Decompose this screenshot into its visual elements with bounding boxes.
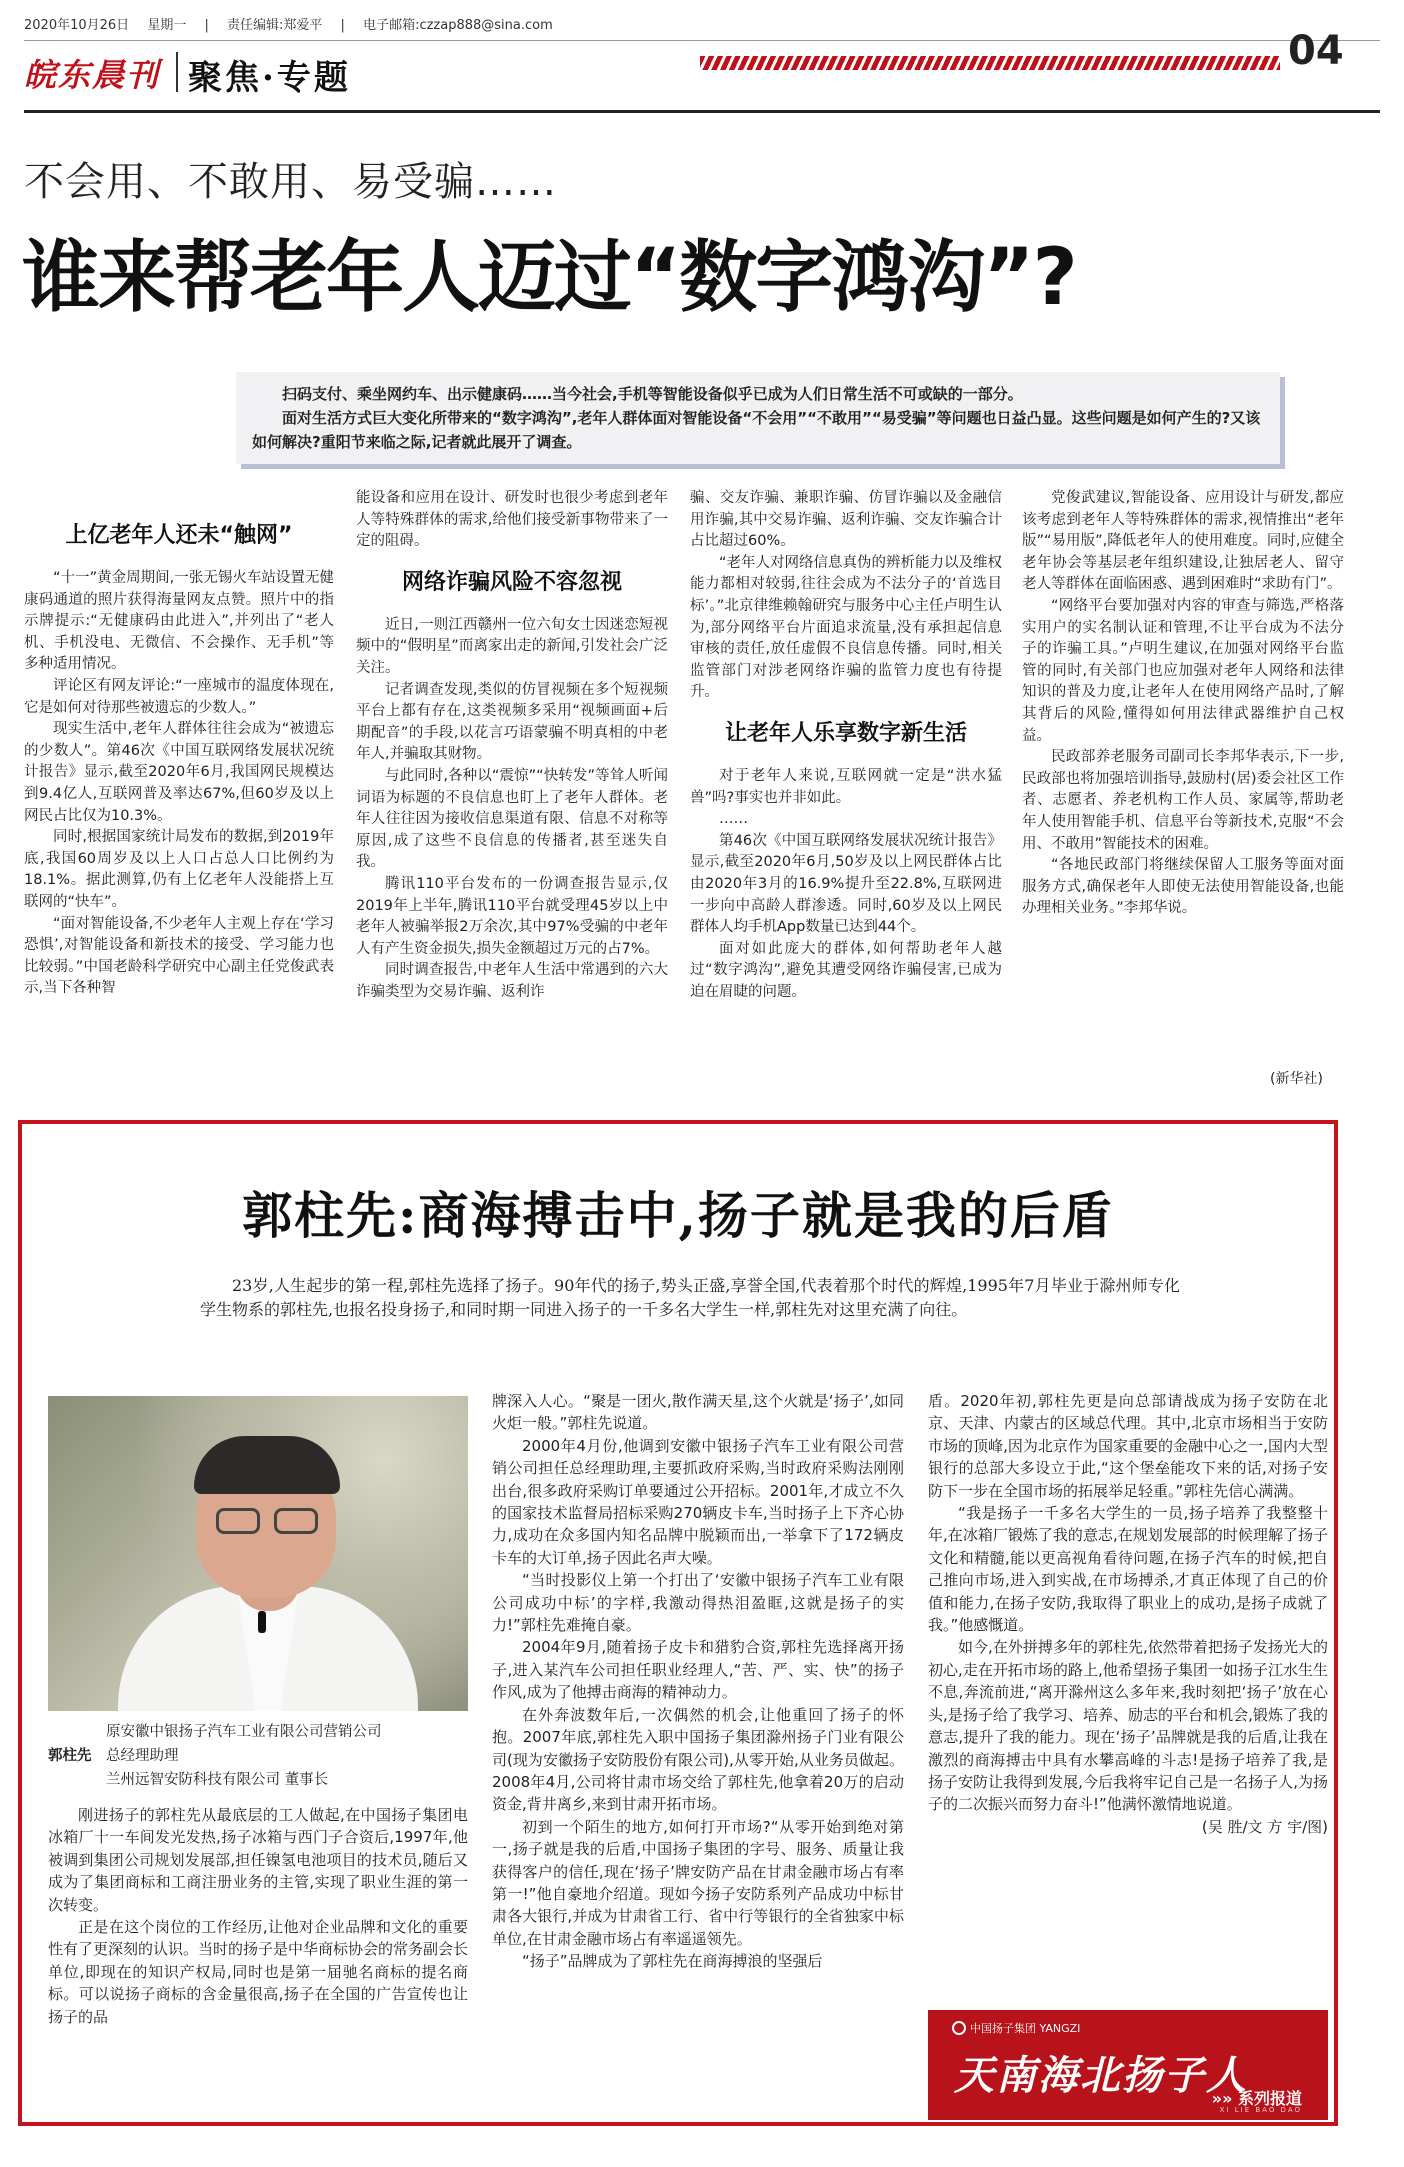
paragraph: 牌深入人心。“聚是一团火,散作满天星,这个火就是‘扬子’,如同火炬一般。”郭柱先说道。 xyxy=(492,1392,904,1433)
paragraph: “当时投影仪上第一个打出了‘安徽中银扬子汽车工业有限公司成功中标’的字样,我激动得热泪盈眶,这就是扬子的实力!”郭柱先难掩自豪。 xyxy=(492,1571,904,1635)
subheading: 网络诈骗风险不容忽视 xyxy=(401,569,622,595)
article-column-3 xyxy=(690,488,1002,1003)
paragraph: 同时,根据国家统计局发布的数据,到2019年底,我国60周岁及以上人口占总人口比例约为18.1%。据此测算,仍有上亿老年人没能搭上互联网的“快车”。 xyxy=(24,829,334,910)
caption-line: 总经理助理 xyxy=(106,1748,179,1764)
feature-box xyxy=(18,1120,1338,2126)
paragraph: 2004年9月,随着扬子皮卡和猎豹合资,郭柱先选择离开扬子,进入某汽车公司担任职业经理人,“苦、严、实、快”的扬子作风,成为了他搏击商海的精神动力。 xyxy=(492,1638,904,1702)
header-divider xyxy=(176,52,178,92)
paragraph: 记者调查发现,类似的仿冒视频在多个短视频平台上都有存在,这类视频多采用“视频画面+后期配音”的手段,以花言巧语蒙骗不明真相的中老年人,并骗取其财物。 xyxy=(356,681,668,763)
feature-column-1 xyxy=(48,1804,468,2028)
paragraph: 如今,在外拼搏多年的郭柱先,依然带着把扬子发扬光大的初心,走在开拓市场的路上,他希望扬子集团一如扬子江水生生不息,奔流前进,“离开滁州这么多年来,我时刻把‘扬子’放在心头,是扬子给了我学习、培养、励志的平台和机会,锻炼了我的意志,提升了我的能力。现在‘扬子’品牌就是我的后盾,让我在激烈的商海搏击中具有水攀高峰的斗志!是扬子培养了我,是扬子安防让我得到发展,今后我将牢记自己是一名扬子人,为扬子的二次振兴而努力奋斗!”他满怀激情地说道。 xyxy=(928,1638,1328,1814)
header-editor: 责任编辑:郑爱平 xyxy=(227,18,323,33)
paragraph: “网络平台要加强对内容的审查与筛选,严格落实用户的实名制认证和管理,不让平台成为不法分子的诈骗工具。”卢明生建议,在加强对网络平台监管的同时,有关部门也应加强对老年人网络和法律知识的普及力度,让老年人在使用网络产品时,了解其背后的风险,懂得如何用法律武器维护自己权益。 xyxy=(1022,597,1344,744)
paragraph: 刚进扬子的郭柱先从最底层的工人做起,在中国扬子集团电冰箱厂十一车间发光发热,扬子冰箱与西门子合资后,1997年,他被调到集团公司规划发展部,担任镍氢电池项目的技术员,随后又成为了集团商标和工商注册业务的主管,实现了职业生涯的第一次转变。 xyxy=(48,1806,468,1914)
banner-title: 天南海北扬子人 xyxy=(954,2052,1248,2099)
header-rule-thick xyxy=(24,110,1380,113)
byline-credit: (吴 胜/文 方 宇/图) xyxy=(1201,1817,1328,1836)
article-column-1 xyxy=(24,488,334,1000)
caption-line: 原安徽中银扬子汽车工业有限公司营销公司 xyxy=(106,1724,382,1740)
paragraph: …… xyxy=(719,811,748,828)
feature-column-2 xyxy=(492,1390,904,1973)
logo-circle-icon xyxy=(952,2021,966,2035)
paragraph: 在外奔波数年后,一次偶然的机会,让他重回了扬子的怀抱。2007年底,郭柱先入职中国扬子集团滁州扬子门业有限公司(现为安徽扬子安防股份有限公司),从零开始,从业务员做起。2008年4月,公司将甘肃市场交给了郭柱先,他拿着20万的启动资金,背井离乡,来到甘肃开拓市场。 xyxy=(492,1705,904,1814)
paragraph: 骗、交友诈骗、兼职诈骗、仿冒诈骗以及金融信用诈骗,其中交易诈骗、返利诈骗、交友诈骗合计占比超过60%。 xyxy=(690,490,1002,550)
paragraph: “我是扬子一千多名大学生的一员,扬子培养了我整整十年,在冰箱厂锻炼了我的意志,在规划发展部的时候理解了扬子文化和精髓,能以更高视角看待问题,在扬子汽车的时候,把自己推向市场,进入到实战,在市场搏杀,才真正体现了自己的价值和能力,在扬子安防,我取得了职业上的成功,是扬子成就了我。”他感慨道。 xyxy=(928,1504,1328,1635)
yangzi-logo: 中国扬子集团 YANGZI xyxy=(952,2020,1080,2036)
feature-title: 郭柱先:商海搏击中,扬子就是我的后盾 xyxy=(242,1186,1114,1245)
paragraph: “扬子”品牌成为了郭柱先在商海搏浪的坚强后 xyxy=(522,1952,823,1971)
paragraph: 与此同时,各种以“震惊”“快转发”等耸人听闻词语为标题的不良信息也盯上了老年人群体。老年人往往因为接收信息渠道有限、信息不对称等原因,成了这些不良信息的传播者,甚至迷失自我。 xyxy=(356,767,668,871)
caption-line: 兰州远智安防科技有限公司 董事长 xyxy=(106,1772,329,1788)
header-meta: 2020年10月26日 星期一 | 责任编辑:郑爱平 | 电子邮箱:czzap888@sina.com xyxy=(24,18,553,33)
header-rule xyxy=(24,40,1380,41)
paragraph: 盾。2020年初,郭柱先更是向总部请战成为扬子安防在北京、天津、内蒙古的区域总代理。其中,北京市场相当于安防市场的顶峰,因为北京作为国家重要的金融中心之一,国内大型银行的总部大多设立于此,“这个堡垒能攻下来的话,对扬子安防下一步在全国市场的拓展举足轻重。”郭柱先信心满满。 xyxy=(928,1392,1328,1500)
feature-lead: 23岁,人生起步的第一程,郭柱先选择了扬子。90年代的扬子,势头正盛,享誉全国,代表着那个时代的辉煌,1995年7月毕业于滁州师专化学生物系的郭柱先,也报名投身扬子,和同时期一同进入扬子的一千多名大学生一样,郭柱先对这里充满了向往。 xyxy=(200,1276,1180,1319)
paragraph: “老年人对网络信息真伪的辨析能力以及维权能力都相对较弱,往往会成为不法分子的‘首选目标’。”北京律维赖翰研究与服务中心主任卢明生认为,部分网络平台片面追求流量,没有承担起信息审核的责任,放任虚假不良信息传播。同时,相关监管部门对涉老网络诈骗的监管力度也有待提升。 xyxy=(690,554,1003,701)
paragraph: 第46次《中国互联网络发展状况统计报告》显示,截至2020年6月,50岁及以上网民群体占比由2020年3月的16.9%提升至22.8%,互联网进一步向中高龄人群渗透。同时,60岁及以上网民群体人均手机App数量已达到44个。 xyxy=(690,832,1002,936)
portrait-photo xyxy=(48,1396,468,1711)
paper-logo: 皖东晨刊 xyxy=(24,56,161,94)
paragraph: 腾讯110平台发布的一份调查报告显示,仅2019年上半年,腾讯110平台就受理45岁以上中老年人被骗举报2万余次,其中97%受骗的中老年人有产生资金损失,损失金额超过万元的占7%。 xyxy=(356,875,668,957)
intro-para: 扫码支付、乘坐网约车、出示健康码……当今社会,手机等智能设备似乎已成为人们日常生活不可或缺的一部分。 xyxy=(282,385,1023,403)
paragraph: 能设备和应用在设计、研发时也很少考虑到老年人等特殊群体的需求,给他们接受新事物带来了一定的阻碍。 xyxy=(356,490,668,550)
paragraph: “十一”黄金周期间,一张无锡火车站设置无健康码通道的照片获得海量网友点赞。照片中的指示牌提示:“无健康码由此进入”,并列出了“老人机、手机没电、无微信、不会操作、无手机”等多种适用情况。 xyxy=(24,570,334,673)
page-number: 04 xyxy=(1288,28,1344,74)
paragraph: 评论区有网友评论:“一座城市的温度体现在,它是如何对待那些被遗忘的少数人。” xyxy=(24,677,334,716)
paragraph: 对于老年人来说,互联网就一定是“洪水猛兽”吗?事实也并非如此。 xyxy=(690,767,1002,806)
paragraph: 现实生活中,老年人群体往往会成为“被遗忘的少数人”。第46次《中国互联网络发展状况统计报告》显示,截至2020年6月,我国网民规模达到9.4亿人,互联网普及率达67%,但60岁及以上网民占比仅为10.3%。 xyxy=(24,721,334,824)
subheading: 让老年人乐享数字新生活 xyxy=(724,720,967,746)
photo-caption xyxy=(48,1720,468,1792)
paragraph: 同时调查报告,中老年人生活中常遇到的六大诈骗类型为交易诈骗、返利诈 xyxy=(356,962,668,1000)
paragraph: 面对如此庞大的群体,如何帮助老年人越过“数字鸿沟”,避免其遭受网络诈骗侵害,已成为迫在眉睫的问题。 xyxy=(690,940,1002,1000)
caption-name: 郭柱先 xyxy=(48,1747,92,1764)
header-weekday: 星期一 xyxy=(147,18,187,33)
banner-pinyin: XI LIE BAO DAO xyxy=(1219,2106,1302,2114)
paragraph: “面对智能设备,不少老年人主观上存在‘学习恐惧’,对智能设备和新技术的接受、学习能力也比较弱。”中国老龄科学研究中心副主任党俊武表示,当下各种智 xyxy=(24,915,334,997)
article-headline: 谁来帮老年人迈过“数字鸿沟”? xyxy=(22,233,1076,323)
paragraph: 正是在这个岗位的工作经历,让他对企业品牌和文化的重要性有了更深刻的认识。当时的扬子是中华商标协会的常务副会长单位,即现在的知识产权局,同时也是第一届驰名商标的提名商标。可以说扬子商标的含金量很高,扬子在全国的广告宣传也让扬子的品 xyxy=(48,1918,469,2026)
banner-series: »» 系列报道 xyxy=(1211,2089,1302,2108)
header-stripe xyxy=(700,56,1280,70)
article-column-2 xyxy=(356,488,668,1003)
article-source: (新华社) xyxy=(1270,1071,1323,1087)
paragraph: 民政部养老服务司副司长李邦华表示,下一步,民政部也将加强培训指导,鼓励村(居)委会社区工作者、志愿者、养老机构工作人员、家属等,帮助老年人使用智能手机、信息平台等新技术,克服“不会用、不敢用”智能技术的困难。 xyxy=(1022,749,1344,852)
section-name: 聚焦·专题 xyxy=(188,58,351,98)
header-date: 2020年10月26日 xyxy=(24,18,130,33)
paragraph: 党俊武建议,智能设备、应用设计与研发,都应该考虑到老年人等特殊群体的需求,视情推出“老年版”“易用版”,降低老年人的使用难度。同时,应健全老年协会等基层老年组织建设,让独居老人、留守老人等群体在面临困惑、遇到困难时“求助有门”。 xyxy=(1022,490,1344,593)
paragraph: 初到一个陌生的地方,如何打开市场?“从零开始到绝对第一,扬子就是我的后盾,中国扬子集团的字号、服务、质量让我获得客户的信任,现在‘扬子’牌安防产品在甘肃金融市场占有率第一!”他自豪地介绍道。现如今扬子安防系列产品成功中标甘肃各大银行,并成为甘肃省工行、省中行等银行的全省独家中标单位,在甘肃金融市场占有率遥遥领先。 xyxy=(492,1817,904,1948)
paragraph: 2000年4月份,他调到安徽中银扬子汽车工业有限公司营销公司担任总经理助理,主要抓政府采购,当时政府采购法刚刚出台,很多政府采购订单要通过公开招标。2001年,才成立不久的国家技术监督局招标采购270辆皮卡车,当时扬子上下齐心协力,成功在众多国内知名品牌中脱颖而出,一举拿下了172辆皮卡车的大订单,扬子因此名声大噪。 xyxy=(492,1436,904,1567)
series-banner xyxy=(928,2010,1328,2120)
article-kicker: 不会用、不敢用、易受骗…… xyxy=(24,159,557,205)
feature-column-3 xyxy=(928,1390,1328,1838)
microphone-icon xyxy=(258,1611,266,1633)
article-intro-box xyxy=(236,372,1280,464)
article-column-4 xyxy=(1022,488,1344,920)
intro-para: 面对生活方式巨大变化所带来的“数字鸿沟”,老年人群体面对智能设备“不会用”“不敢用”“易受骗”等问题也日益凸显。这些问题是如何产生的?又该如何解决?重阳节来临之际,记者就此展开了调查。 xyxy=(252,409,1261,451)
paragraph: 近日,一则江西赣州一位六旬女士因迷恋短视频中的“假明星”而离家出走的新闻,引发社会广泛关注。 xyxy=(356,616,668,676)
subheading: 上亿老年人还未“触网” xyxy=(65,523,293,548)
paragraph: “各地民政部门将继续保留人工服务等面对面服务方式,确保老年人即使无法使用智能设备,也能办理相关业务。”李邦华说。 xyxy=(1022,857,1344,917)
header-email: 电子邮箱:czzap888@sina.com xyxy=(363,18,553,33)
